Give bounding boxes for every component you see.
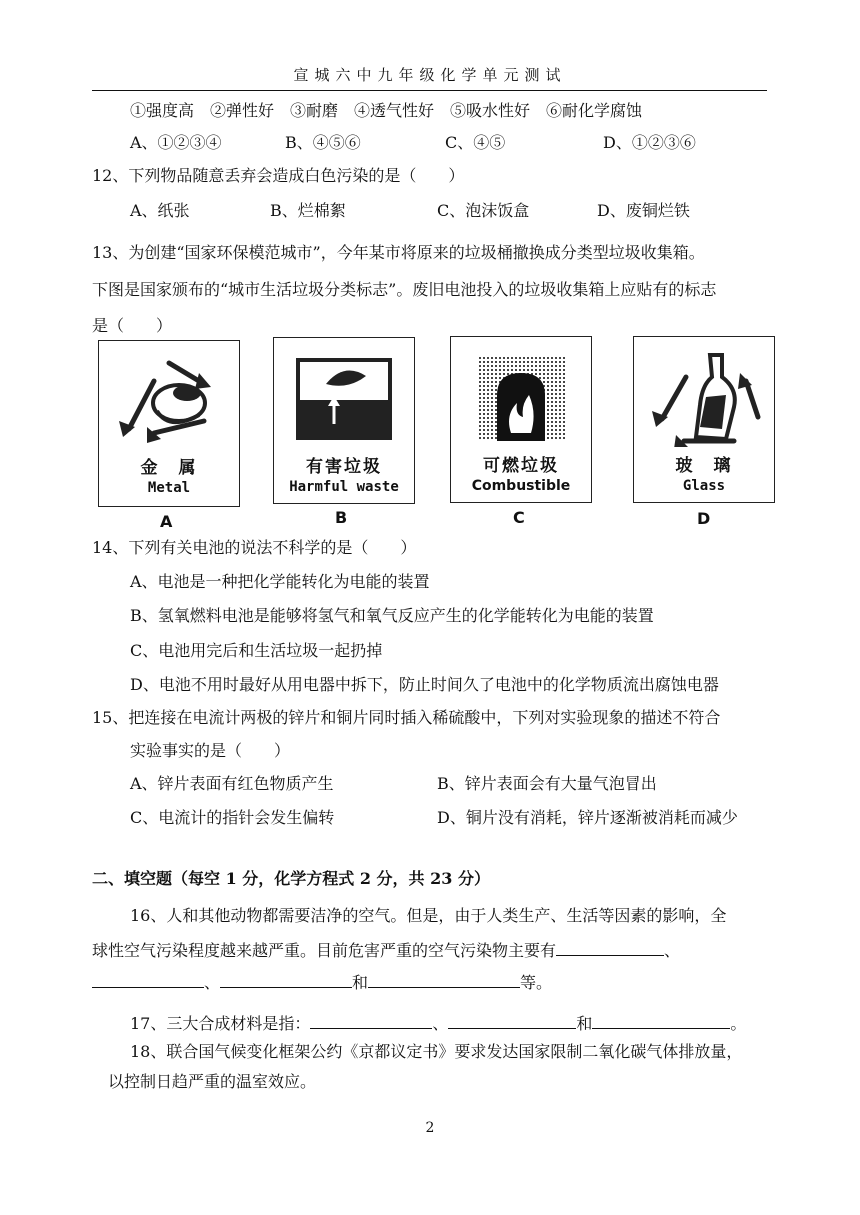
q15-option-c: C、电流计的指针会发生偏转 [130,808,335,827]
q15-option-a: A、锌片表面有红色物质产生 [130,774,334,793]
q16-end: 等。 [520,973,553,992]
header-rule [92,90,767,91]
q11-properties: ①强度高 ②弹性好 ③耐磨 ④透气性好 ⑤吸水性好 ⑥耐化学腐蚀 [130,101,643,120]
q17-and: 和 [576,1014,593,1033]
page-number: 2 [425,1120,435,1136]
sign-c-label: C [513,508,525,527]
sign-metal [98,340,240,507]
harmful-waste-icon [274,338,414,448]
flame-icon [451,337,591,447]
q11-option-d: D、①②③⑥ [603,133,696,152]
q16-and: 和 [352,973,369,992]
q13-line-2: 下图是国家颁布的“城市生活垃圾分类标志”。废旧电池投入的垃圾收集箱上应贴有的标志 [92,280,717,299]
q14-option-c: C、电池用完后和生活垃圾一起扔掉 [130,641,383,660]
q17-stem: 17、三大合成材料是指： [130,1014,311,1033]
q11-option-c: C、④⑤ [445,133,506,152]
sign-glass-en: Glass [682,478,726,494]
q12-option-d: D、废铜烂铁 [597,201,690,220]
q17-blank-1[interactable] [310,1012,432,1029]
q16-blank-3[interactable] [220,971,352,988]
q11-option-a: A、①②③④ [130,133,222,152]
q11-option-b: B、④⑤⑥ [285,133,361,152]
sign-glass [633,336,775,503]
sign-combustible-en: Combustible [471,478,571,494]
q13-line-1: 13、为创建“国家环保模范城市”，今年某市将原来的垃圾桶撤换成分类型垃圾收集箱。 [92,243,705,262]
sign-a-label: A [160,512,173,531]
q14-option-b: B、氢氧燃料电池是能够将氢气和氧气反应产生的化学能转化为电能的装置 [130,606,654,625]
q12-stem: 12、下列物品随意丢弃会造成白色污染的是（ ） [92,166,465,185]
q16-line-2 [92,938,680,961]
sign-combustible [450,336,592,503]
q17-sep: 、 [432,1014,449,1033]
recycle-can-icon [99,341,239,451]
section-2-title: 二、填空题（每空 1 分，化学方程式 2 分，共 23 分） [92,869,490,888]
sign-harmful-waste [273,337,415,504]
q15-line-2: 实验事实的是（ ） [130,741,291,760]
q15-option-b: B、锌片表面会有大量气泡冒出 [437,774,657,793]
sign-metal-en: Metal [147,480,191,496]
q16-sep-2: 、 [204,973,221,992]
sign-harmful-cn: 有害垃圾 [306,457,382,477]
q14-stem: 14、下列有关电池的说法不科学的是（ ） [92,538,417,557]
q17-blank-3[interactable] [592,1012,730,1029]
q16-line-1: 16、人和其他动物都需要洁净的空气。但是，由于人类生产、生活等因素的影响，全 [130,906,727,925]
sign-d-label: D [697,509,711,528]
q17-blank-2[interactable] [448,1012,576,1029]
q14-option-d: D、电池不用时最好从用电器中拆下，防止时间久了电池中的化学物质流出腐蚀电器 [130,675,719,694]
q16-blank-4[interactable] [368,971,520,988]
sign-b-label: B [335,508,348,527]
page-header: 宣城六中九年级化学单元测试 [293,66,567,84]
q12-option-b: B、烂棉絮 [270,201,346,220]
q16-sep-1: 、 [664,941,681,960]
sign-combustible-cn: 可燃垃圾 [483,456,559,476]
sign-glass-cn: 玻 璃 [675,456,733,476]
sign-harmful-en: Harmful waste [289,479,399,495]
q13-line-3: 是（ ） [92,316,173,335]
q12-option-a: A、纸张 [130,201,190,220]
q15-option-d: D、铜片没有消耗，锌片逐渐被消耗而减少 [437,808,738,827]
q17-line [130,1011,746,1034]
q18-line-2: 以控制日趋严重的温室效应。 [108,1072,317,1091]
sign-metal-cn: 金 属 [140,458,198,478]
q12-option-c: C、泡沫饭盒 [437,201,530,220]
q16-blank-1[interactable] [556,939,664,956]
q15-line-1: 15、把连接在电流计两极的锌片和铜片同时插入稀硫酸中，下列对实验现象的描述不符合 [92,708,721,727]
q14-option-a: A、电池是一种把化学能转化为电能的装置 [130,572,430,591]
q17-end: 。 [730,1014,747,1033]
q16-line-3 [92,970,552,993]
recycle-bottle-icon [634,337,774,447]
q16-blank-2[interactable] [92,971,204,988]
q18-line-1: 18、联合国气候变化框架公约《京都议定书》要求发达国家限制二氧化碳气体排放量， [130,1042,743,1061]
q16-line-2-text: 球性空气污染程度越来越严重。目前危害严重的空气污染物主要有 [92,941,557,960]
